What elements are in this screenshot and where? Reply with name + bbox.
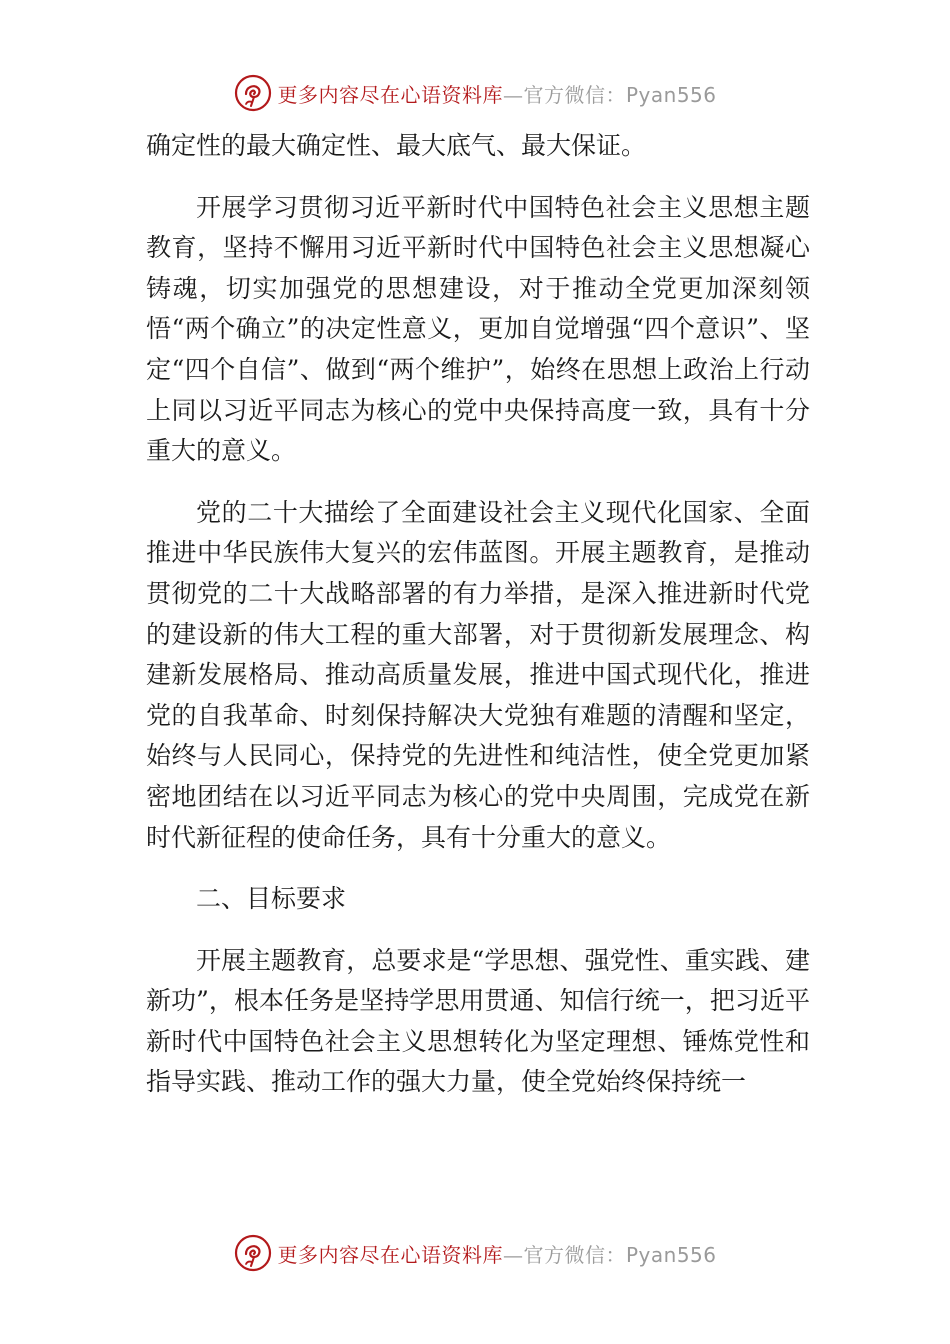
document-body [146, 126, 810, 1103]
paragraph-general-requirements: 开展主题教育，总要求是“学思想、强党性、重实践、建新功”，根本任务是坚持学思用贯通、知信行统一，把习近平新时代中国特色社会主义思想转化为坚定理想、锤炼党性和指导实践、推动工作的强大力量，使全党始终保持统一 [146, 945, 810, 1097]
rose-logo-icon [233, 1233, 273, 1273]
paragraph-theme-education: 开展学习贯彻习近平新时代中国特色社会主义思想主题教育，坚持不懈用习近平新时代中国特色社会主义思想凝心铸魂，切实加强党的思想建设，对于推动全党更加深刻领悟“两个确立”的决定性意义，更加自觉增强“四个意识”、坚定“四个自信”、做到“两个维护”，始终在思想上政治上行动上同以习近平同志为核心的党中央保持高度一致，具有十分重大的意义。 [146, 192, 810, 466]
banner-separator: — [502, 1242, 524, 1267]
paragraph-twentieth-congress: 党的二十大描绘了全面建设社会主义现代化国家、全面推进中华民族伟大复兴的宏伟蓝图。开展主题教育，是推动贯彻党的二十大战略部署的有力举措，是深入推进新时代党的建设新的伟大工程的重大部署，对于贯彻新发展理念、构建新发展格局、推动高质量发展，推进中国式现代化，推进党的自我革命、时刻保持解决大党独有难题的清醒和坚定，始终与人民同心，保持党的先进性和纯洁性，使全党更加紧密地团结在以习近平同志为核心的党中央周围，完成党在新时代新征程的使命任务，具有十分重大的意义。 [146, 497, 810, 852]
banner-wechat-id: Pyan556 [625, 82, 717, 107]
rose-logo-icon [233, 73, 273, 113]
header-banner [0, 70, 950, 116]
banner-text [277, 1239, 716, 1268]
section-heading-goals: 二、目标要求 [196, 884, 347, 914]
banner-wechat-label: 官方微信： [523, 82, 626, 107]
banner-wechat-label: 官方微信： [523, 1242, 626, 1267]
paragraph-continuation: 确定性的最大确定性、最大底气、最大保证。 [146, 131, 647, 160]
banner-separator: — [502, 82, 524, 107]
banner-text [277, 79, 716, 108]
banner-title: 更多内容尽在心语资料库 [277, 1242, 503, 1267]
footer-banner [0, 1230, 950, 1276]
banner-wechat-id: Pyan556 [625, 1242, 717, 1267]
banner-title: 更多内容尽在心语资料库 [277, 82, 503, 107]
